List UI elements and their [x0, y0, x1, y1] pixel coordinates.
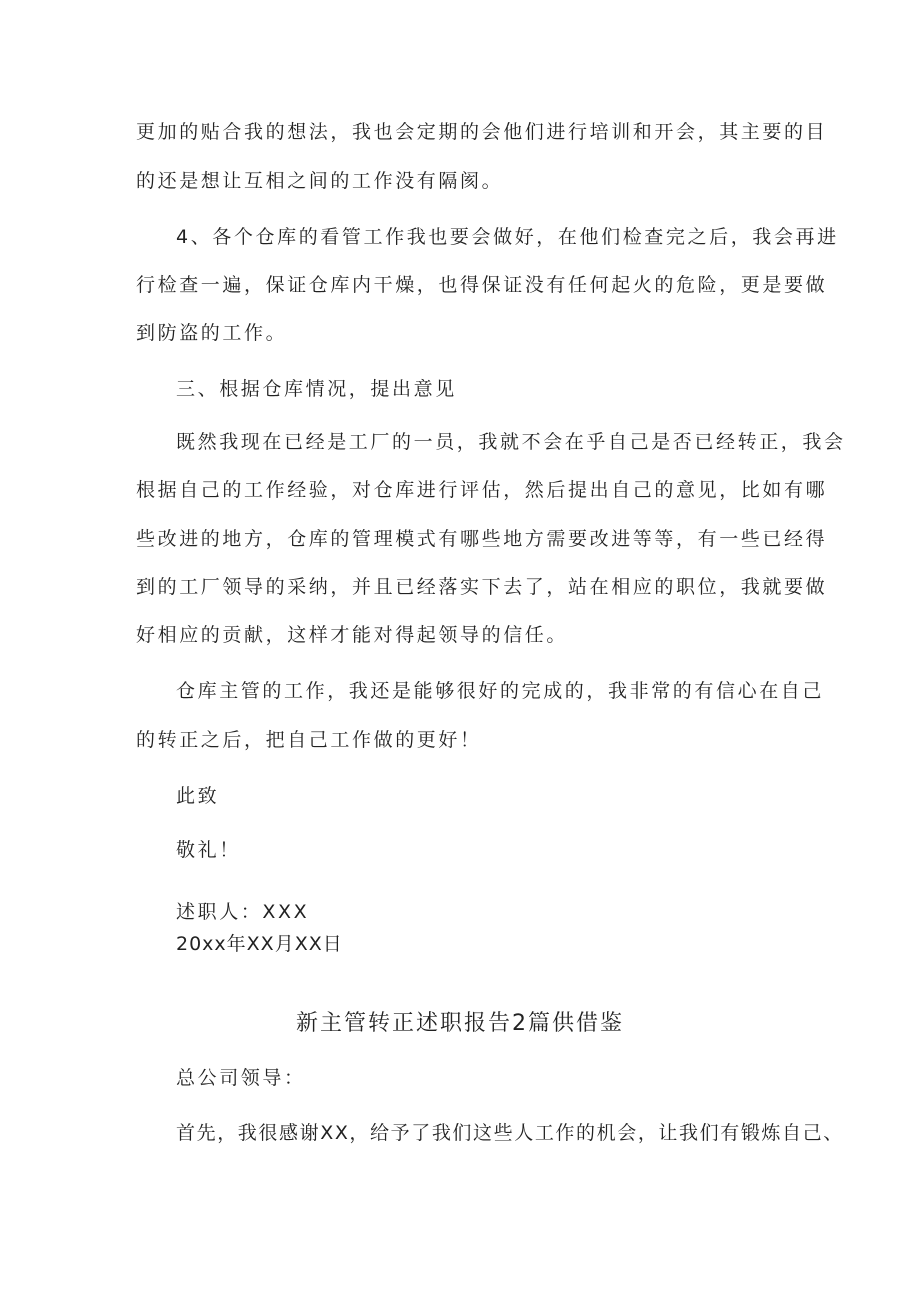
- paragraph-1-line-2: 的还是想让互相之间的工作没有隔阂。: [136, 170, 504, 192]
- closing-ci-zhi: 此致: [176, 785, 220, 807]
- paragraph-2-line-2: 行检查一遍，保证仓库内干燥，也得保证没有任何起火的危险，更是要做: [136, 274, 828, 296]
- salutation: 总公司领导：: [176, 1067, 306, 1089]
- second-report-title: 新主管转正述职报告2篇供借鉴: [296, 1011, 624, 1036]
- signature-line: 述职人：XXX: [176, 901, 310, 923]
- paragraph-4-line-2: 的转正之后，把自己工作做的更好！: [136, 729, 482, 751]
- paragraph-1-line-1: 更加的贴合我的想法，我也会定期的会他们进行培训和开会，其主要的目: [136, 121, 828, 143]
- closing-jing-li: 敬礼！: [176, 839, 241, 861]
- paragraph-4-line-1: 仓库主管的工作，我还是能够很好的完成的，我非常的有信心在自己: [176, 680, 825, 702]
- paragraph-3-line-4: 到的工厂领导的采纳，并且已经落实下去了，站在相应的职位，我就要做: [136, 576, 828, 598]
- paragraph-2-line-3: 到防盗的工作。: [136, 322, 288, 344]
- paragraph-5-line-1: 首先，我很感谢XX，给予了我们这些人工作的机会，让我们有锻炼自己、: [176, 1122, 844, 1144]
- paragraph-2-line-1: 4、各个仓库的看管工作我也要会做好，在他们检查完之后，我会再进: [176, 226, 839, 248]
- paragraph-3-line-1: 既然我现在已经是工厂的一员，我就不会在乎自己是否已经转正，我会: [176, 431, 846, 453]
- date-line: 20xx年XX月XX日: [176, 933, 343, 955]
- paragraph-3-line-3: 些改进的地方，仓库的管理模式有哪些地方需要改进等等，有一些已经得: [136, 528, 828, 550]
- paragraph-3-line-5: 好相应的贡献，这样才能对得起领导的信任。: [136, 624, 569, 646]
- section-heading-3: 三、根据仓库情况，提出意见: [176, 378, 457, 400]
- paragraph-3-line-2: 根据自己的工作经验，对仓库进行评估，然后提出自己的意见，比如有哪: [136, 479, 828, 501]
